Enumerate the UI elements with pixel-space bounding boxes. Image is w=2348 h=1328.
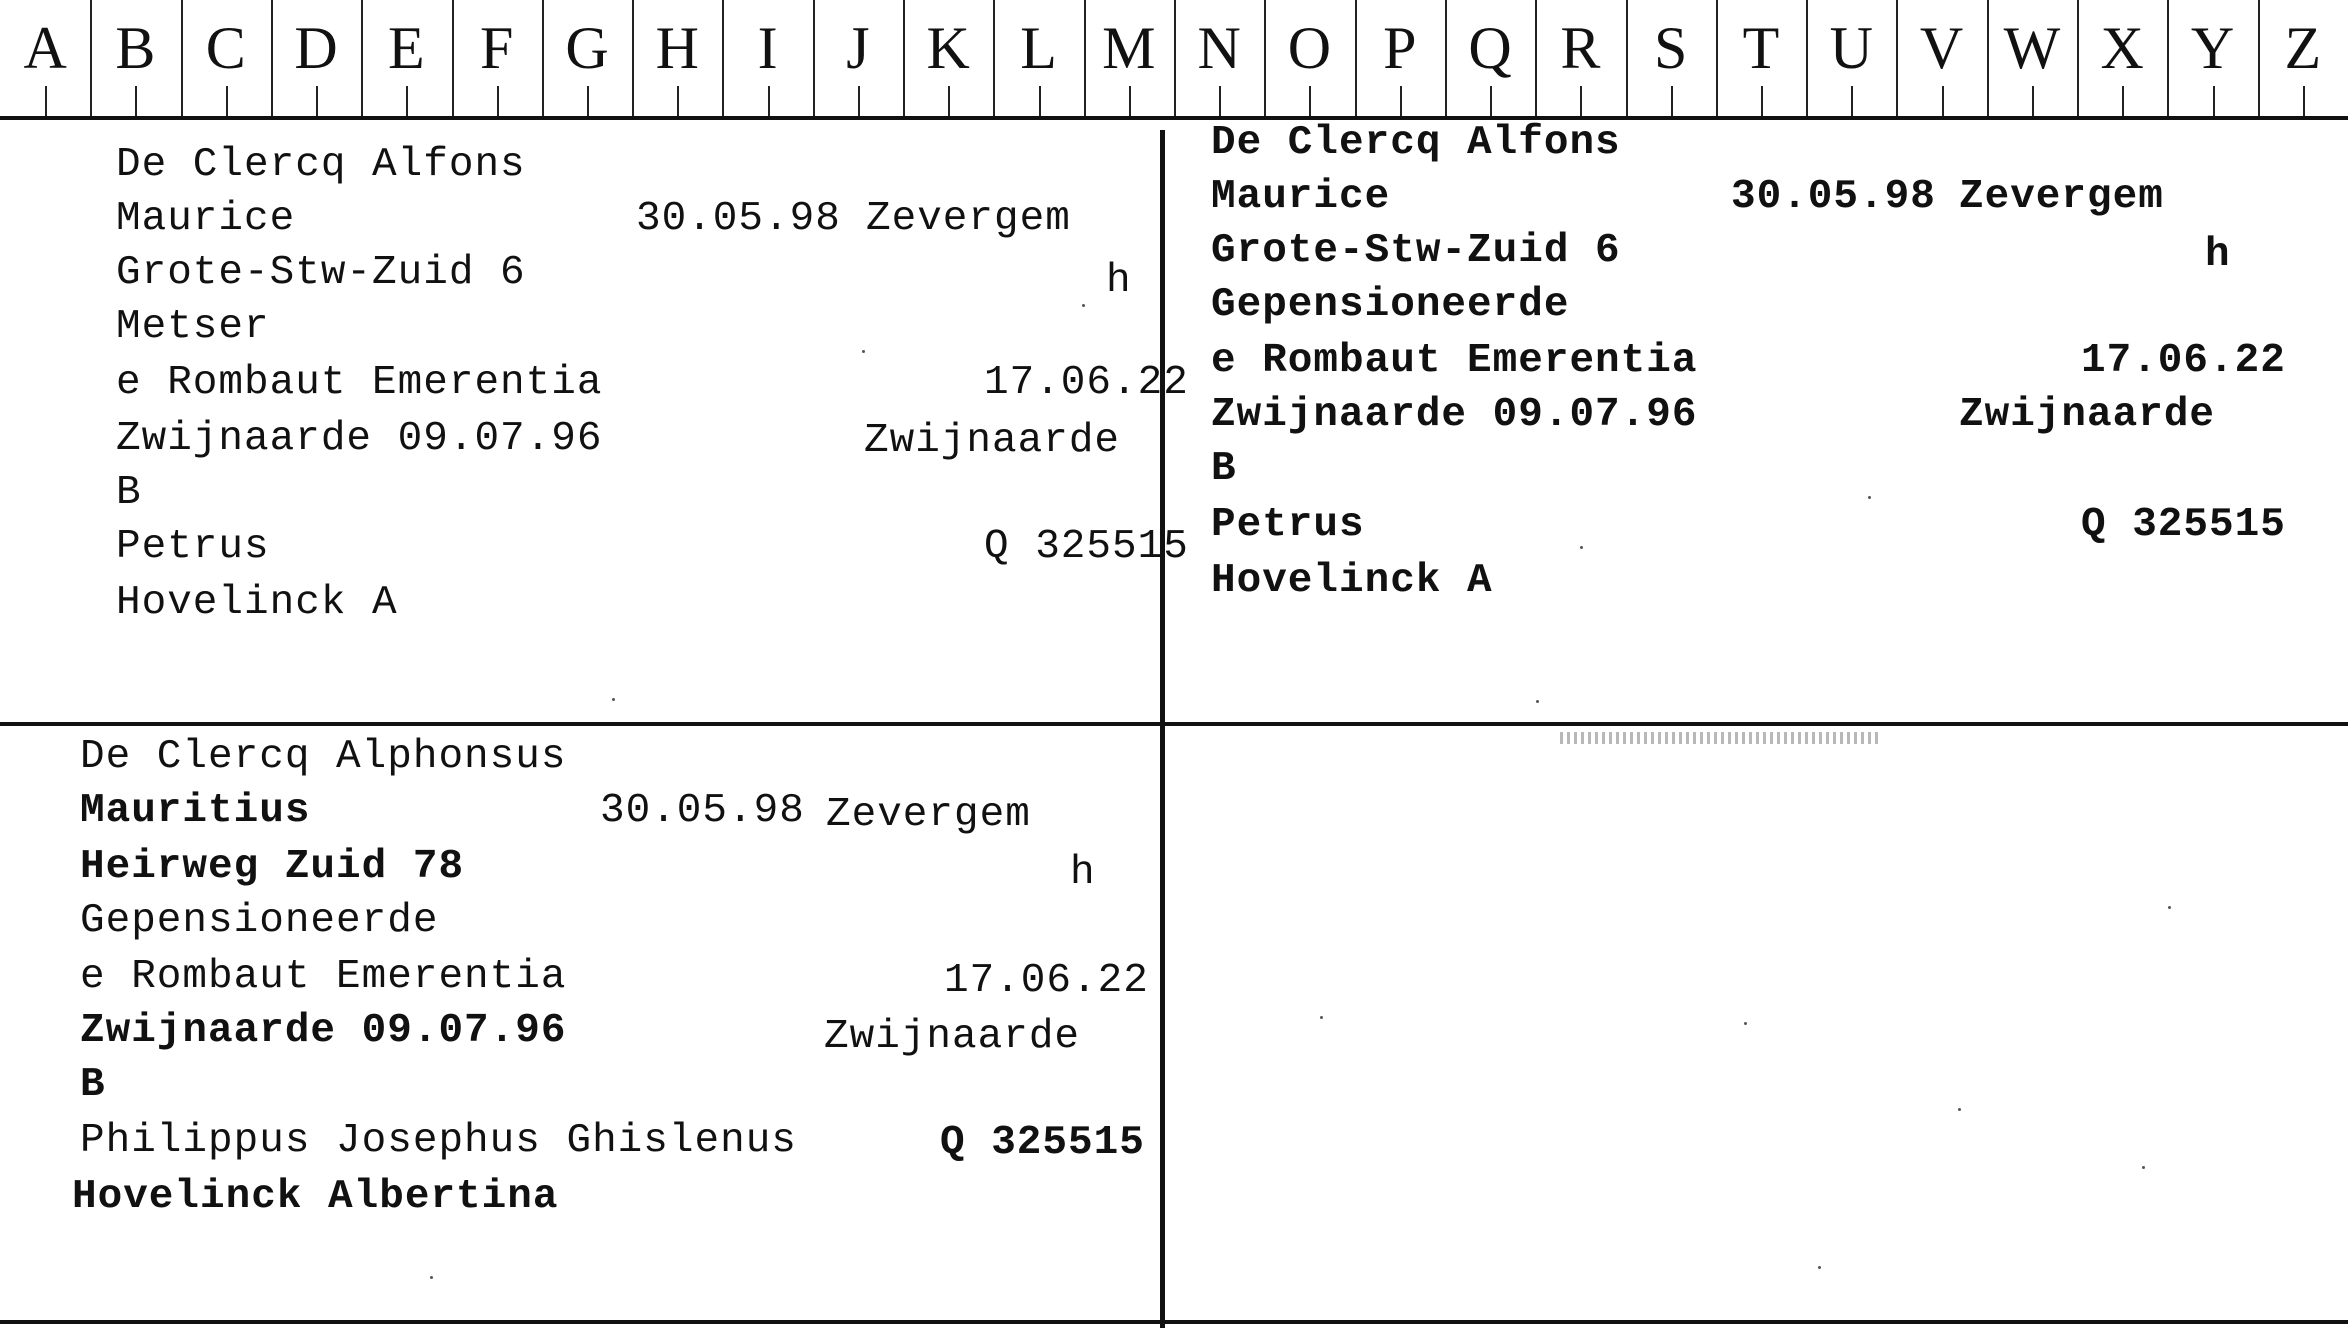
alphabet-divider <box>1355 0 1357 116</box>
card-mother: Hovelinck A <box>1211 558 1493 604</box>
alphabet-letter-text: E <box>388 15 425 81</box>
ink-speck <box>862 350 865 353</box>
alphabet-divider <box>1716 0 1718 116</box>
alphabet-tick <box>1580 86 1582 116</box>
alphabet-letter-text: G <box>565 15 609 81</box>
card-marriage-place: Zwijnaarde <box>864 418 1121 464</box>
ink-speck <box>2168 906 2171 909</box>
alphabet-tick <box>1942 86 1944 116</box>
alphabet-letter-text: B <box>115 15 156 81</box>
alphabet-divider <box>90 0 92 116</box>
alphabet-letter-text: Z <box>2284 15 2322 81</box>
card-marriage-date: 17.06.22 <box>2081 338 2286 384</box>
alphabet-tick <box>1851 86 1853 116</box>
card-reference: Q 325515 <box>984 524 1189 570</box>
card-spouse: e Rombaut Emerentia <box>1211 338 1698 384</box>
alphabet-letter-text: H <box>655 15 699 81</box>
ink-speck <box>1536 700 1539 703</box>
alphabet-tick <box>1219 86 1221 116</box>
card-bottom-border <box>0 1320 2348 1324</box>
card-marriage-place: Zwijnaarde <box>824 1014 1081 1060</box>
ink-speck <box>1958 1108 1961 1111</box>
alphabet-letter-text: O <box>1287 15 1332 81</box>
card-marriage-date: 17.06.22 <box>984 360 1189 406</box>
card-birth-place: Zevergem <box>1959 174 2164 220</box>
ink-speck <box>430 1276 433 1279</box>
alphabet-letter-text: K <box>926 15 970 81</box>
card-birth-date: 30.05.98 <box>1731 174 1936 220</box>
ink-speck <box>612 698 615 701</box>
alphabet-letter-text: M <box>1102 15 1156 81</box>
card-given-names: Maurice <box>1211 174 1391 220</box>
card-sex: h <box>2205 232 2231 278</box>
record-card-top-right <box>1165 120 2348 722</box>
alphabet-letter-text: Q <box>1468 15 1512 81</box>
alphabet-tick <box>316 86 318 116</box>
record-card-bottom-right-empty <box>1165 726 2348 1320</box>
card-address: Grote-Stw-Zuid 6 <box>1211 228 1621 274</box>
alphabet-letter-text: L <box>1020 15 1057 81</box>
alphabet-tick <box>1129 86 1131 116</box>
card-given-names: Maurice <box>116 196 296 242</box>
ink-speck <box>1082 304 1085 307</box>
card-marker: B <box>80 1062 106 1108</box>
ink-speck <box>1320 1016 1323 1019</box>
alphabet-tick <box>948 86 950 116</box>
alphabet-letter-text: A <box>23 15 67 81</box>
alphabet-divider <box>722 0 724 116</box>
alphabet-divider <box>1896 0 1898 116</box>
card-mother: Hovelinck Albertina <box>72 1174 559 1220</box>
alphabet-divider <box>1806 0 1808 116</box>
alphabet-divider <box>1626 0 1628 116</box>
alphabet-divider <box>993 0 995 116</box>
card-marker: B <box>1211 446 1237 492</box>
alphabet-letter-text: R <box>1560 15 1601 81</box>
alphabet-tick <box>2032 86 2034 116</box>
card-marriage-date: 17.06.22 <box>944 958 1149 1004</box>
alphabet-tick <box>1761 86 1763 116</box>
card-father: Petrus <box>1211 502 1365 548</box>
card-address: Heirweg Zuid 78 <box>80 844 465 890</box>
card-name-line: De Clercq Alfons <box>1211 120 1621 166</box>
card-birth-date: 30.05.98 <box>636 196 841 242</box>
ink-speck <box>1580 546 1583 549</box>
alphabet-tick <box>1490 86 1492 116</box>
alphabet-divider <box>2077 0 2079 116</box>
alphabet-divider <box>632 0 634 116</box>
card-spouse: e Rombaut Emerentia <box>116 360 603 406</box>
alphabet-letter-text: F <box>479 15 514 81</box>
alphabet-divider <box>1445 0 1447 116</box>
alphabet-divider <box>1084 0 1086 116</box>
alphabet-letter-text: N <box>1197 15 1241 81</box>
ink-speck <box>1818 1266 1821 1269</box>
alphabet-tick <box>135 86 137 116</box>
card-sex: h <box>1070 850 1096 896</box>
alphabet-letter-text: U <box>1829 15 1873 81</box>
card-sex: h <box>1106 258 1132 304</box>
card-given-names: Mauritius <box>80 788 311 834</box>
alphabet-letter-text: C <box>205 15 246 81</box>
card-spouse-birth: Zwijnaarde 09.07.96 <box>1211 392 1698 438</box>
alphabet-divider <box>1264 0 1266 116</box>
ink-speck <box>2142 1166 2145 1169</box>
alphabet-tick <box>1309 86 1311 116</box>
alphabet-divider <box>2258 0 2260 116</box>
alphabet-tick <box>1039 86 1041 116</box>
card-name-line: De Clercq Alphonsus <box>80 734 567 780</box>
card-marker: B <box>116 470 142 516</box>
card-reference: Q 325515 <box>2081 502 2286 548</box>
alphabet-letter-text: V <box>1919 15 1964 81</box>
alphabet-letter-text: D <box>294 15 338 81</box>
alphabet-divider <box>813 0 815 116</box>
alphabet-letter-text: W <box>2003 15 2061 81</box>
card-father: Petrus <box>116 524 270 570</box>
alphabet-divider <box>271 0 273 116</box>
card-marriage-place: Zwijnaarde <box>1959 392 2216 438</box>
alphabet-letter-text: I <box>757 15 778 81</box>
alphabet-tick <box>45 86 47 116</box>
alphabet-divider <box>181 0 183 116</box>
card-father: Philippus Josephus Ghislenus <box>80 1118 797 1164</box>
ink-speck <box>1868 496 1871 499</box>
alphabet-tick <box>2122 86 2124 116</box>
alphabet-tick <box>677 86 679 116</box>
card-birth-place: Zevergem <box>866 196 1071 242</box>
card-occupation: Gepensioneerde <box>80 898 439 944</box>
alphabet-divider <box>1987 0 1989 116</box>
alphabet-letter-text: S <box>1653 15 1688 81</box>
alphabet-divider <box>903 0 905 116</box>
card-birth-date: 30.05.98 <box>600 788 805 834</box>
alphabet-tick <box>2213 86 2215 116</box>
card-spouse-birth: Zwijnaarde 09.07.96 <box>116 416 603 462</box>
alphabet-divider <box>361 0 363 116</box>
alphabet-tick <box>2303 86 2305 116</box>
alphabet-tick <box>587 86 589 116</box>
alphabet-letter-text: P <box>1383 15 1417 81</box>
card-birth-place: Zevergem <box>826 792 1031 838</box>
alphabet-letter-text: Y <box>2190 15 2235 81</box>
alphabet-letter-text: J <box>846 15 870 81</box>
card-occupation: Gepensioneerde <box>1211 282 1570 328</box>
alphabet-tick <box>768 86 770 116</box>
alphabet-divider <box>1174 0 1176 116</box>
record-card-bottom-left <box>0 726 1160 1320</box>
alphabet-tick <box>226 86 228 116</box>
card-occupation: Metser <box>116 304 270 350</box>
alphabet-letter-text: T <box>1742 15 1780 81</box>
record-card-top-left <box>0 124 1189 722</box>
ink-speck <box>1744 1022 1747 1025</box>
alphabet-tick <box>497 86 499 116</box>
card-reference: Q 325515 <box>940 1120 1145 1166</box>
alphabet-divider <box>452 0 454 116</box>
card-address: Grote-Stw-Zuid 6 <box>116 250 526 296</box>
alphabet-divider <box>542 0 544 116</box>
alphabet-index-bar <box>0 0 2348 120</box>
alphabet-tick <box>1671 86 1673 116</box>
alphabet-divider <box>1535 0 1537 116</box>
alphabet-tick <box>858 86 860 116</box>
card-spouse: e Rombaut Emerentia <box>80 954 567 1000</box>
ink-smudge <box>1560 732 1880 744</box>
alphabet-tick <box>406 86 408 116</box>
card-spouse-birth: Zwijnaarde 09.07.96 <box>80 1008 567 1054</box>
alphabet-letter-text: X <box>2100 15 2144 81</box>
alphabet-divider <box>2167 0 2169 116</box>
alphabet-tick <box>1400 86 1402 116</box>
card-mother: Hovelinck A <box>116 580 398 626</box>
card-name-line: De Clercq Alfons <box>116 142 526 188</box>
